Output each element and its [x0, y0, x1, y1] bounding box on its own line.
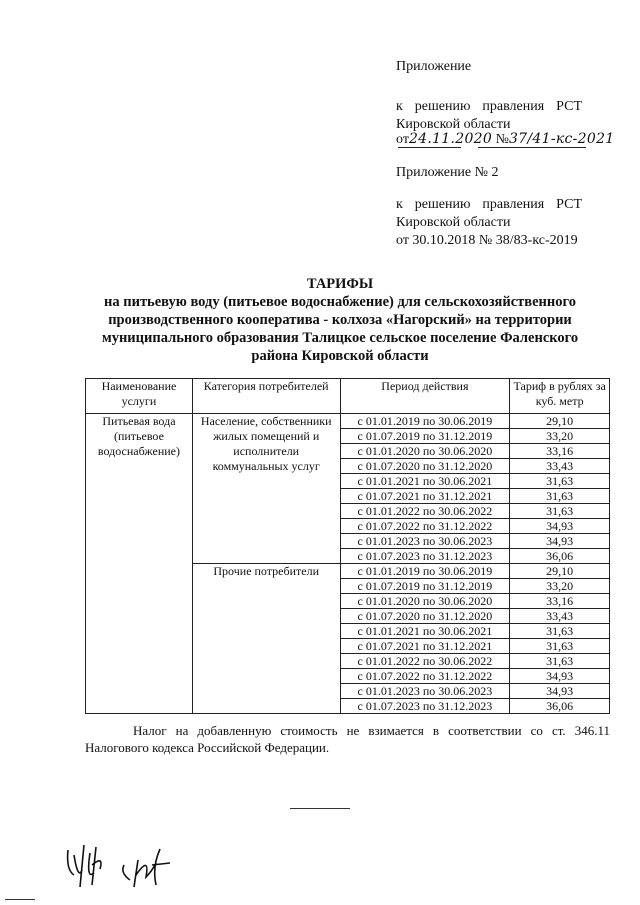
decision-line-2: Кировской области: [396, 117, 511, 132]
period-cell: с 01.01.2019 по 30.06.2019: [340, 414, 510, 429]
tariff-value-cell: 31,63: [510, 474, 610, 489]
table-row: [86, 414, 610, 429]
tariff-value-cell: 36,06: [510, 699, 610, 714]
tariff-value-cell: 34,93: [510, 534, 610, 549]
tariff-value-cell: 34,93: [510, 669, 610, 684]
handwritten-prefix: от: [396, 132, 409, 147]
handwritten-number: 37/41-кс-2021: [508, 131, 615, 147]
period-cell: с 01.01.2023 по 30.06.2023: [340, 684, 510, 699]
appendix2-title: Приложение № 2: [396, 165, 499, 180]
tariff-value-cell: 31,63: [510, 504, 610, 519]
title-line-4: района Кировской области: [251, 348, 429, 364]
tariff-value-cell: 29,10: [510, 414, 610, 429]
number-sign: №: [495, 132, 509, 147]
bottom-mark: [5, 899, 35, 900]
tariff-value-cell: 31,63: [510, 654, 610, 669]
tariff-value-cell: 34,93: [510, 684, 610, 699]
title-line-2: производственного кооператива - колхоза «Нагорский» на территории: [108, 312, 572, 328]
tariff-value-cell: 33,20: [510, 579, 610, 594]
period-cell: с 01.01.2021 по 30.06.2021: [340, 624, 510, 639]
tariffs-table: [85, 378, 610, 714]
tariff-value-cell: 29,10: [510, 564, 610, 579]
vat-note-line-2: Налогового кодекса Российской Федерации.: [85, 740, 330, 755]
table-body: [86, 414, 610, 714]
signature-scribble-icon: [60, 825, 200, 895]
decision2-line-1: к решению правления РСТ: [396, 197, 582, 212]
period-cell: с 01.07.2023 по 31.12.2023: [340, 699, 510, 714]
tariff-value-cell: 36,06: [510, 549, 610, 564]
signature-separator: [290, 808, 350, 809]
tariff-value-cell: 33,43: [510, 609, 610, 624]
period-cell: с 01.01.2021 по 30.06.2021: [340, 474, 510, 489]
period-cell: с 01.01.2022 по 30.06.2022: [340, 654, 510, 669]
tariff-value-cell: 33,16: [510, 444, 610, 459]
initials-text: [60, 825, 63, 826]
period-cell: с 01.07.2023 по 31.12.2023: [340, 549, 510, 564]
vat-note-line-1: Налог на добавленную стоимость не взимается в соответствии со ст. 346.11: [133, 723, 610, 738]
period-cell: с 01.07.2022 по 31.12.2022: [340, 519, 510, 534]
consumer-category-cell: Прочие потребители: [192, 564, 340, 714]
decision2-line-2: Кировской области: [396, 215, 511, 230]
number-underline: [478, 147, 586, 148]
document-heading: ТАРИФЫ: [306, 276, 374, 292]
period-cell: с 01.01.2020 по 30.06.2020: [340, 594, 510, 609]
tariff-value-cell: 33,20: [510, 429, 610, 444]
header-period: Период действия: [340, 379, 510, 414]
handwritten-initials: [60, 825, 200, 895]
decision2-line-3: от 30.10.2018 № 38/83-кс-2019: [396, 233, 578, 248]
header-service: Наименование услуги: [86, 379, 193, 414]
period-cell: с 01.01.2022 по 30.06.2022: [340, 504, 510, 519]
header-category: Категория потребителей: [192, 379, 340, 414]
period-cell: с 01.01.2023 по 30.06.2023: [340, 534, 510, 549]
table-header-row: [86, 379, 610, 414]
title-line-3: муниципального образования Талицкое сельское поселение Фаленского: [101, 330, 579, 346]
period-cell: с 01.07.2021 по 31.12.2021: [340, 639, 510, 654]
period-cell: с 01.07.2019 по 31.12.2019: [340, 579, 510, 594]
tariff-value-cell: 33,43: [510, 459, 610, 474]
period-cell: с 01.01.2019 по 30.06.2019: [340, 564, 510, 579]
tariff-value-cell: 34,93: [510, 519, 610, 534]
period-cell: с 01.07.2020 по 31.12.2020: [340, 609, 510, 624]
date-underline: [398, 147, 461, 148]
period-cell: с 01.07.2022 по 31.12.2022: [340, 669, 510, 684]
tariff-value-cell: 31,63: [510, 489, 610, 504]
appendix-title: Приложение: [396, 59, 472, 74]
tariff-value-cell: 33,16: [510, 594, 610, 609]
service-name-cell: Питьевая вода (питьевое водоснабжение): [86, 414, 193, 714]
period-cell: с 01.07.2020 по 31.12.2020: [340, 459, 510, 474]
handwritten-date: 24.11.2020: [408, 131, 493, 147]
title-line-1: на питьевую воду (питьевое водоснабжение) для сельскохозяйственного: [104, 294, 576, 310]
period-cell: с 01.01.2020 по 30.06.2020: [340, 444, 510, 459]
consumer-category-cell: Население, собственники жилых помещений и исполнители коммунальных услуг: [192, 414, 340, 564]
period-cell: с 01.07.2019 по 31.12.2019: [340, 429, 510, 444]
period-cell: с 01.07.2021 по 31.12.2021: [340, 489, 510, 504]
tariff-value-cell: 31,63: [510, 639, 610, 654]
decision-line-1: к решению правления РСТ: [396, 99, 582, 114]
header-tariff: Тариф в рублях за куб. метр: [510, 379, 610, 414]
tariff-value-cell: 31,63: [510, 624, 610, 639]
